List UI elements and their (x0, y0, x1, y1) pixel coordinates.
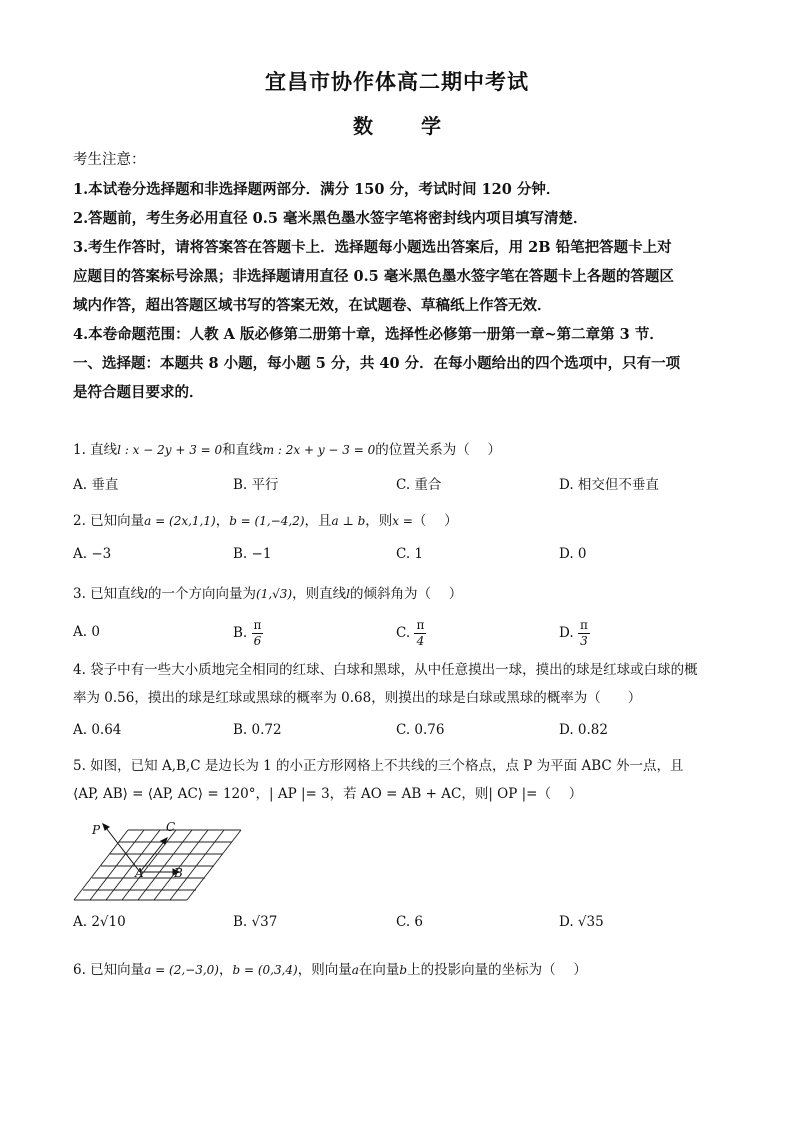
fraction-denominator: 4 (416, 634, 425, 648)
option-label: D. (559, 625, 574, 641)
q2-text: （ ） (412, 513, 458, 529)
exam-title: 宜昌市协作体高二期中考试 (265, 69, 529, 94)
option-c[interactable] (396, 618, 426, 649)
q1-options (73, 473, 733, 497)
option-a[interactable]: A. 0 (73, 624, 100, 640)
q2-unknown: x = (392, 514, 413, 528)
fraction-numerator: π (416, 618, 425, 632)
question-1 (73, 438, 733, 458)
q5-options (73, 914, 733, 938)
option-c[interactable]: C. 6 (396, 914, 424, 930)
q6-text: 在向量 (358, 962, 400, 978)
q5-line: ⟨AP, AB⟩ = ⟨AP, AC⟩ = 120°，| AP |= 3，若 AO = AB + AC，则| OP |=（ ） (73, 786, 583, 802)
q4-line: 4. 袋子中有一些大小质地完全相同的红球、白球和黑球，从中任意摸出一球，摸出的球是红球或白球的概 (73, 662, 698, 678)
question-2 (73, 509, 733, 529)
notice-block (73, 146, 728, 407)
fraction-numerator: π (579, 618, 588, 632)
q2-perpendicular: a ⊥ b (331, 514, 366, 528)
option-b[interactable]: B. 平行 (233, 477, 279, 493)
q3-text: 3. 已知直线 (73, 586, 145, 602)
q6-text: ，则向量 (297, 962, 352, 978)
grid-figure (73, 816, 248, 902)
notice-item: 应题目的答案标号涂黑；非选择题请用直径 0.5 毫米黑色墨水签字笔在答题卡上各题的答题区 (73, 268, 674, 285)
q3-direction-vector: (1,√3) (256, 587, 293, 601)
q6-text: ， (218, 962, 233, 978)
q2-options (73, 546, 733, 570)
option-c[interactable]: C. 重合 (396, 477, 442, 493)
q3-text: ，则直线 (292, 586, 347, 602)
q3-text: 的一个方向向量为 (148, 586, 257, 602)
q2-text: ，且 (304, 513, 332, 529)
option-a[interactable]: A. 垂直 (73, 477, 119, 493)
q1-text: 和直线 (222, 442, 263, 458)
notice-item: 2.答题前，考生务必用直径 0.5 毫米黑色墨水签字笔将密封线内项目填写清楚． (73, 210, 588, 227)
subject-title: 数 学 (353, 114, 455, 138)
q4-line: 率为 0.56，摸出的球是红球或黑球的概率为 0.68，则摸出的球是白球或黑球的概率为（ ） (73, 690, 642, 706)
fraction (252, 618, 264, 649)
option-d[interactable] (559, 618, 590, 649)
section-heading: 一、选择题：本题共 8 小题，每小题 5 分，共 40 分．在每小题给出的四个选项中，只有一项 (73, 355, 681, 372)
fraction (414, 618, 426, 649)
option-d[interactable]: D. 相交但不垂直 (559, 477, 659, 493)
option-d[interactable]: D. √35 (559, 914, 604, 930)
q2-text: ， (215, 513, 230, 529)
notice-item: 3.考生作答时，请将答案答在答题卡上．选择题每小题选出答案后，用 2B 铅笔把答题卡上对 (73, 239, 672, 256)
option-d[interactable]: D. 0.82 (559, 722, 608, 738)
option-a[interactable]: A. 0.64 (73, 722, 122, 738)
option-c[interactable]: C. 1 (396, 546, 424, 562)
option-b[interactable]: B. −1 (233, 546, 272, 562)
q6-vector-b: b = (0,3,4) (232, 963, 298, 977)
notice-item: 4.本卷命题范围：人教 A 版必修第二册第十章，选择性必修第一册第一章~第二章第 3 节． (73, 326, 664, 343)
option-b[interactable]: B. 0.72 (233, 722, 282, 738)
option-b[interactable] (233, 618, 263, 649)
grid-lines (74, 830, 241, 900)
label-c: C (166, 820, 176, 834)
option-label: C. (396, 625, 411, 641)
q2-text: ，则 (365, 513, 393, 529)
fraction-numerator: π (253, 618, 262, 632)
label-b: B (174, 866, 183, 880)
q4-options (73, 722, 733, 746)
q1-line-m: m : 2x + y − 3 = 0 (262, 443, 376, 457)
q3-text: 的倾斜角为（ ） (349, 586, 463, 602)
fraction (578, 618, 590, 649)
question-4 (73, 656, 728, 712)
q6-var-a: a (351, 963, 359, 977)
q2-vector-b: b = (1,−4,2) (229, 514, 305, 528)
notice-item: 域内作答，超出答题区域书写的答案无效，在试题卷、草稿纸上作答无效． (73, 297, 552, 314)
option-a[interactable]: A. 2√10 (73, 914, 126, 930)
option-c[interactable]: C. 0.76 (396, 722, 445, 738)
q6-var-b: b (399, 963, 408, 977)
q1-text: 1. 直线 (73, 442, 118, 458)
label-p: P (92, 823, 101, 837)
q6-text: 6. 已知向量 (73, 962, 145, 978)
option-a[interactable]: A. −3 (73, 546, 112, 562)
q2-vector-a: a = (2x,1,1) (144, 514, 216, 528)
section-heading-cont: 是符合题目要求的． (73, 384, 204, 401)
notice-item: 1.本试卷分选择题和非选择题两部分．满分 150 分，考试时间 120 分钟． (73, 181, 561, 198)
q3-options (73, 618, 733, 654)
q3-var-l: l (144, 587, 149, 601)
option-d[interactable]: D. 0 (559, 546, 587, 562)
q1-line-l: l : x − 2y + 3 = 0 (117, 443, 223, 457)
q3-var-l: l (346, 587, 350, 601)
fraction-denominator: 3 (580, 634, 588, 648)
q1-text: 的位置关系为（ ） (375, 442, 502, 458)
notice-heading: 考生注意： (73, 152, 146, 168)
q2-text: 2. 已知向量 (73, 513, 145, 529)
q6-text: 上的投影向量的坐标为（ ） (407, 962, 587, 978)
vector-ap (103, 824, 140, 872)
option-b[interactable]: B. √37 (233, 914, 278, 930)
option-label: B. (233, 625, 248, 641)
q6-vector-a: a = (2,−3,0) (144, 963, 219, 977)
q5-line: 5. 如图，已知 A,B,C 是边长为 1 的小正方形网格上不共线的三个格点，点 P 为平面 ABC 外一点，且 (73, 758, 684, 774)
question-5 (73, 752, 728, 808)
vector-ac (140, 838, 167, 872)
question-3 (73, 582, 733, 602)
label-a: A (135, 866, 144, 880)
question-6 (73, 958, 733, 978)
fraction-denominator: 6 (253, 634, 262, 648)
arrow-head (103, 824, 109, 830)
